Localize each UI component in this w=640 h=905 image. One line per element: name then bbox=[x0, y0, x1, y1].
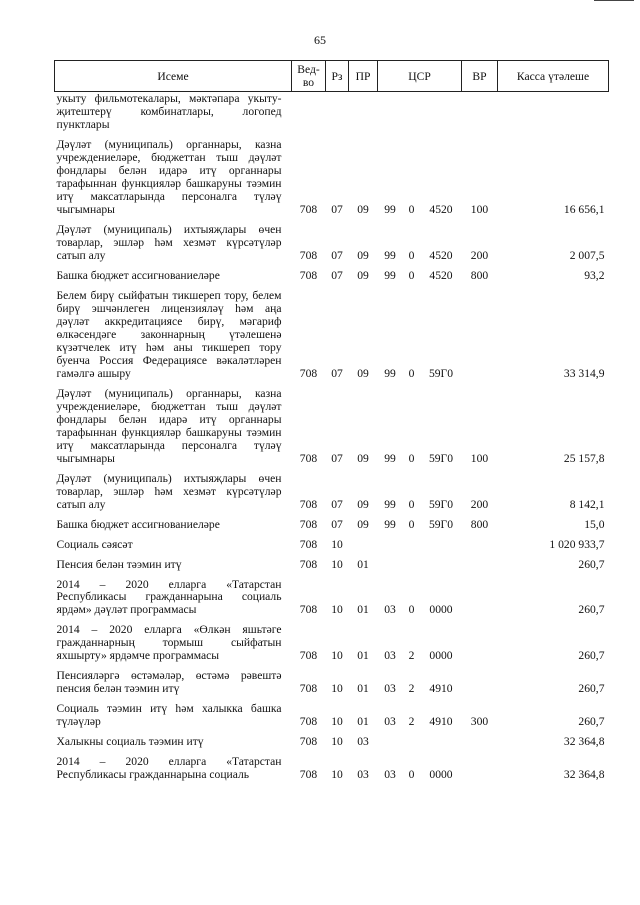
table-row bbox=[55, 92, 609, 132]
row-pr: 01 bbox=[357, 557, 369, 571]
table-row bbox=[55, 263, 609, 283]
row-amount bbox=[498, 92, 609, 132]
row-csr-subprogram bbox=[403, 729, 421, 749]
row-csr-subprogram: 0 bbox=[408, 268, 415, 282]
row-pr bbox=[349, 532, 378, 552]
row-pr: 09 bbox=[357, 497, 369, 511]
row-csr-subprogram: 2 bbox=[408, 682, 415, 696]
row-rz: 10 bbox=[331, 537, 343, 551]
row-amount: 2 007,5 bbox=[569, 248, 605, 262]
row-rz: 10 bbox=[331, 682, 343, 696]
table-body bbox=[55, 92, 609, 783]
header-vr: ВР bbox=[462, 61, 498, 92]
header-ved: Вед-во bbox=[292, 61, 326, 92]
row-csr-direction: 4520 bbox=[429, 268, 453, 282]
row-amount: 32 364,8 bbox=[563, 735, 605, 749]
row-name: Башка бюджет ассигнованиеләре bbox=[56, 517, 220, 531]
row-name: Пенсияләргә өстәмәләр, өстәмә рәвештә пенсия белән тәэмин итү bbox=[56, 669, 282, 696]
row-csr-program bbox=[378, 552, 403, 572]
row-pr: 03 bbox=[357, 768, 369, 782]
row-ved: 708 bbox=[299, 537, 318, 551]
row-ved: 708 bbox=[299, 768, 318, 782]
row-vr bbox=[462, 532, 498, 552]
row-name: Социаль тәэмин итү һәм халыкка башка түләүләр bbox=[56, 702, 282, 729]
row-ved: 708 bbox=[299, 517, 318, 531]
row-amount: 260,7 bbox=[578, 557, 605, 571]
row-csr-direction: 4910 bbox=[429, 715, 453, 729]
row-vr: 800 bbox=[470, 517, 489, 531]
header-pr: ПР bbox=[349, 61, 378, 92]
row-ved: 708 bbox=[299, 649, 318, 663]
budget-table bbox=[54, 60, 609, 782]
row-csr-direction: 4520 bbox=[429, 202, 453, 216]
row-ved: 708 bbox=[299, 603, 318, 617]
row-csr-program: 99 bbox=[384, 248, 396, 262]
row-csr-direction bbox=[421, 532, 462, 552]
row-vr: 200 bbox=[470, 497, 489, 511]
row-amount: 1 020 933,7 bbox=[549, 537, 605, 551]
row-amount: 32 364,8 bbox=[563, 768, 605, 782]
row-csr-program: 03 bbox=[384, 682, 396, 696]
row-vr: 800 bbox=[470, 268, 489, 282]
row-rz: 10 bbox=[331, 649, 343, 663]
row-csr-program bbox=[378, 532, 403, 552]
row-csr-direction: 59Г0 bbox=[428, 366, 454, 380]
row-ved: 708 bbox=[299, 248, 318, 262]
row-csr-program bbox=[378, 92, 403, 132]
table-row bbox=[55, 663, 609, 696]
row-pr: 09 bbox=[357, 268, 369, 282]
row-name: Дәүләт (муниципаль) ихтыяҗлары өчен товарлар, эшләр һәм хезмәт күрсәтүләр сатып алу bbox=[56, 222, 282, 262]
row-name: Дәүләт (муниципаль) ихтыяҗлары өчен товарлар, эшләр һәм хезмәт күрсәтүләр сатып алу bbox=[56, 471, 282, 511]
row-ved: 708 bbox=[299, 366, 318, 380]
row-vr bbox=[462, 552, 498, 572]
row-rz: 07 bbox=[331, 366, 343, 380]
table-row bbox=[55, 749, 609, 782]
table-row bbox=[55, 283, 609, 381]
row-csr-program: 03 bbox=[384, 715, 396, 729]
row-name: 2014 – 2020 елларга «Татарстан Республикасы гражданнарына социаль ярдәм» дәүләт программасы bbox=[56, 577, 282, 617]
table-header bbox=[55, 61, 609, 92]
row-csr-program: 99 bbox=[384, 517, 396, 531]
row-name: Дәүләт (муниципаль) органнары, казна учреждениеләре, бюджеттан тыш дәүләт фондлары белән идарә итү органнары тарафыннан функцияләр башкаруны тәэмин итү максатларында персоналга түләү чыгымнары bbox=[56, 386, 282, 465]
row-rz: 10 bbox=[331, 557, 343, 571]
row-vr bbox=[462, 572, 498, 618]
row-amount: 260,7 bbox=[578, 649, 605, 663]
row-csr-direction bbox=[421, 552, 462, 572]
row-csr-subprogram: 0 bbox=[408, 603, 415, 617]
row-ved: 708 bbox=[299, 451, 318, 465]
row-vr bbox=[462, 617, 498, 663]
row-name: Башка бюджет ассигнованиеләре bbox=[56, 268, 220, 282]
row-csr-program: 99 bbox=[384, 451, 396, 465]
row-vr bbox=[462, 749, 498, 782]
table-row bbox=[55, 466, 609, 512]
header-csr: ЦСР bbox=[378, 61, 462, 92]
row-csr-program bbox=[378, 729, 403, 749]
row-csr-subprogram: 0 bbox=[408, 451, 415, 465]
row-csr-direction: 0000 bbox=[429, 768, 453, 782]
row-csr-program: 99 bbox=[384, 268, 396, 282]
row-name: 2014 – 2020 елларга «Өлкән яшьтәге гражданнарның тормыш сыйфатын яхшырту» ярдәмче программасы bbox=[56, 623, 282, 663]
corner-rule bbox=[594, 0, 634, 1]
row-csr-subprogram: 0 bbox=[408, 248, 415, 262]
row-csr-program: 99 bbox=[384, 366, 396, 380]
row-csr-subprogram bbox=[403, 532, 421, 552]
row-pr: 01 bbox=[357, 649, 369, 663]
row-vr: 300 bbox=[470, 715, 489, 729]
row-csr-direction: 0000 bbox=[429, 603, 453, 617]
row-rz: 07 bbox=[331, 451, 343, 465]
row-amount: 15,0 bbox=[584, 517, 605, 531]
row-pr: 09 bbox=[357, 517, 369, 531]
row-pr bbox=[349, 92, 378, 132]
header-rz: Рз bbox=[326, 61, 349, 92]
table-row bbox=[55, 552, 609, 572]
row-ved: 708 bbox=[299, 202, 318, 216]
row-csr-direction: 59Г0 bbox=[428, 451, 454, 465]
row-csr-subprogram: 0 bbox=[408, 366, 415, 380]
row-ved: 708 bbox=[299, 557, 318, 571]
row-csr-subprogram bbox=[403, 552, 421, 572]
row-amount: 33 314,9 bbox=[563, 366, 605, 380]
row-rz: 07 bbox=[331, 268, 343, 282]
header-name: Исеме bbox=[55, 61, 292, 92]
row-csr-subprogram: 2 bbox=[408, 715, 415, 729]
row-pr: 09 bbox=[357, 451, 369, 465]
row-amount: 260,7 bbox=[578, 603, 605, 617]
table-row bbox=[55, 572, 609, 618]
row-vr bbox=[462, 729, 498, 749]
row-csr-subprogram: 0 bbox=[408, 517, 415, 531]
row-csr-direction: 4910 bbox=[429, 682, 453, 696]
row-pr: 01 bbox=[357, 715, 369, 729]
row-ved bbox=[292, 92, 326, 132]
table-row bbox=[55, 729, 609, 749]
row-ved: 708 bbox=[299, 735, 318, 749]
table-row bbox=[55, 217, 609, 263]
header-amount: Касса үтәлеше bbox=[498, 61, 609, 92]
row-amount: 260,7 bbox=[578, 715, 605, 729]
row-csr-direction: 59Г0 bbox=[428, 517, 454, 531]
row-name: Пенсия белән тәэмин итү bbox=[56, 557, 182, 571]
row-vr bbox=[462, 283, 498, 381]
row-csr-subprogram: 2 bbox=[408, 649, 415, 663]
row-csr-subprogram bbox=[403, 92, 421, 132]
row-csr-direction: 59Г0 bbox=[428, 497, 454, 511]
row-rz: 07 bbox=[331, 248, 343, 262]
row-ved: 708 bbox=[299, 268, 318, 282]
row-name: Белем бирү сыйфатын тикшереп тору, белем бирү эшчәнлеген лицензияләү һәм аңа дәүләт аккредитациясе бирү, мәгариф өлкәсендәге законнарның үтәлешенә күзәтчелек итү һәм аны тикшереп тору буенча Россия Федерациясе вәкаләтләрен гамәлгә ашыру bbox=[56, 288, 282, 380]
row-rz: 10 bbox=[331, 603, 343, 617]
row-csr-direction bbox=[421, 729, 462, 749]
row-amount: 260,7 bbox=[578, 682, 605, 696]
row-name: укыту фильмотекалары, мәктәпара укыту-җитештерү комбинатлары, логопед пунктлары bbox=[56, 92, 282, 131]
row-rz: 10 bbox=[331, 735, 343, 749]
row-name: 2014 – 2020 елларга «Татарстан Республикасы гражданнарына социаль bbox=[56, 755, 282, 782]
table-row bbox=[55, 132, 609, 217]
row-pr: 03 bbox=[357, 735, 369, 749]
row-csr-program: 99 bbox=[384, 202, 396, 216]
row-vr: 200 bbox=[470, 248, 489, 262]
table-row bbox=[55, 696, 609, 729]
row-rz: 07 bbox=[331, 517, 343, 531]
table-row bbox=[55, 381, 609, 466]
row-amount: 25 157,8 bbox=[563, 451, 605, 465]
row-pr: 09 bbox=[357, 202, 369, 216]
row-rz: 07 bbox=[331, 202, 343, 216]
row-csr-direction bbox=[421, 92, 462, 132]
row-rz: 07 bbox=[331, 497, 343, 511]
row-vr bbox=[462, 92, 498, 132]
row-csr-direction: 4520 bbox=[429, 248, 453, 262]
row-ved: 708 bbox=[299, 682, 318, 696]
row-rz: 10 bbox=[331, 768, 343, 782]
row-rz: 10 bbox=[331, 715, 343, 729]
row-pr: 09 bbox=[357, 366, 369, 380]
page-number: 65 bbox=[314, 33, 326, 47]
row-amount: 16 656,1 bbox=[563, 202, 605, 216]
row-rz bbox=[326, 92, 349, 132]
row-csr-subprogram: 0 bbox=[408, 497, 415, 511]
row-csr-program: 03 bbox=[384, 649, 396, 663]
row-name: Дәүләт (муниципаль) органнары, казна учреждениеләре, бюджеттан тыш дәүләт фондлары белән идарә итү органнары тарафыннан функцияләр башкаруны тәэмин итү максатларында персоналга түләү чыгымнары bbox=[56, 137, 282, 216]
row-csr-direction: 0000 bbox=[429, 649, 453, 663]
row-pr: 09 bbox=[357, 248, 369, 262]
row-vr bbox=[462, 663, 498, 696]
table-row bbox=[55, 512, 609, 532]
row-vr: 100 bbox=[470, 451, 489, 465]
row-pr: 01 bbox=[357, 682, 369, 696]
row-pr: 01 bbox=[357, 603, 369, 617]
row-csr-program: 03 bbox=[384, 603, 396, 617]
row-csr-program: 03 bbox=[384, 768, 396, 782]
row-csr-subprogram: 0 bbox=[408, 768, 415, 782]
table-row bbox=[55, 532, 609, 552]
row-name: Социаль сәясәт bbox=[56, 537, 133, 551]
row-ved: 708 bbox=[299, 497, 318, 511]
row-vr: 100 bbox=[470, 202, 489, 216]
row-ved: 708 bbox=[299, 715, 318, 729]
row-csr-subprogram: 0 bbox=[408, 202, 415, 216]
table-row bbox=[55, 617, 609, 663]
row-amount: 8 142,1 bbox=[569, 497, 605, 511]
row-csr-program: 99 bbox=[384, 497, 396, 511]
row-amount: 93,2 bbox=[584, 268, 605, 282]
row-name: Халыкны социаль тәэмин итү bbox=[56, 735, 204, 749]
